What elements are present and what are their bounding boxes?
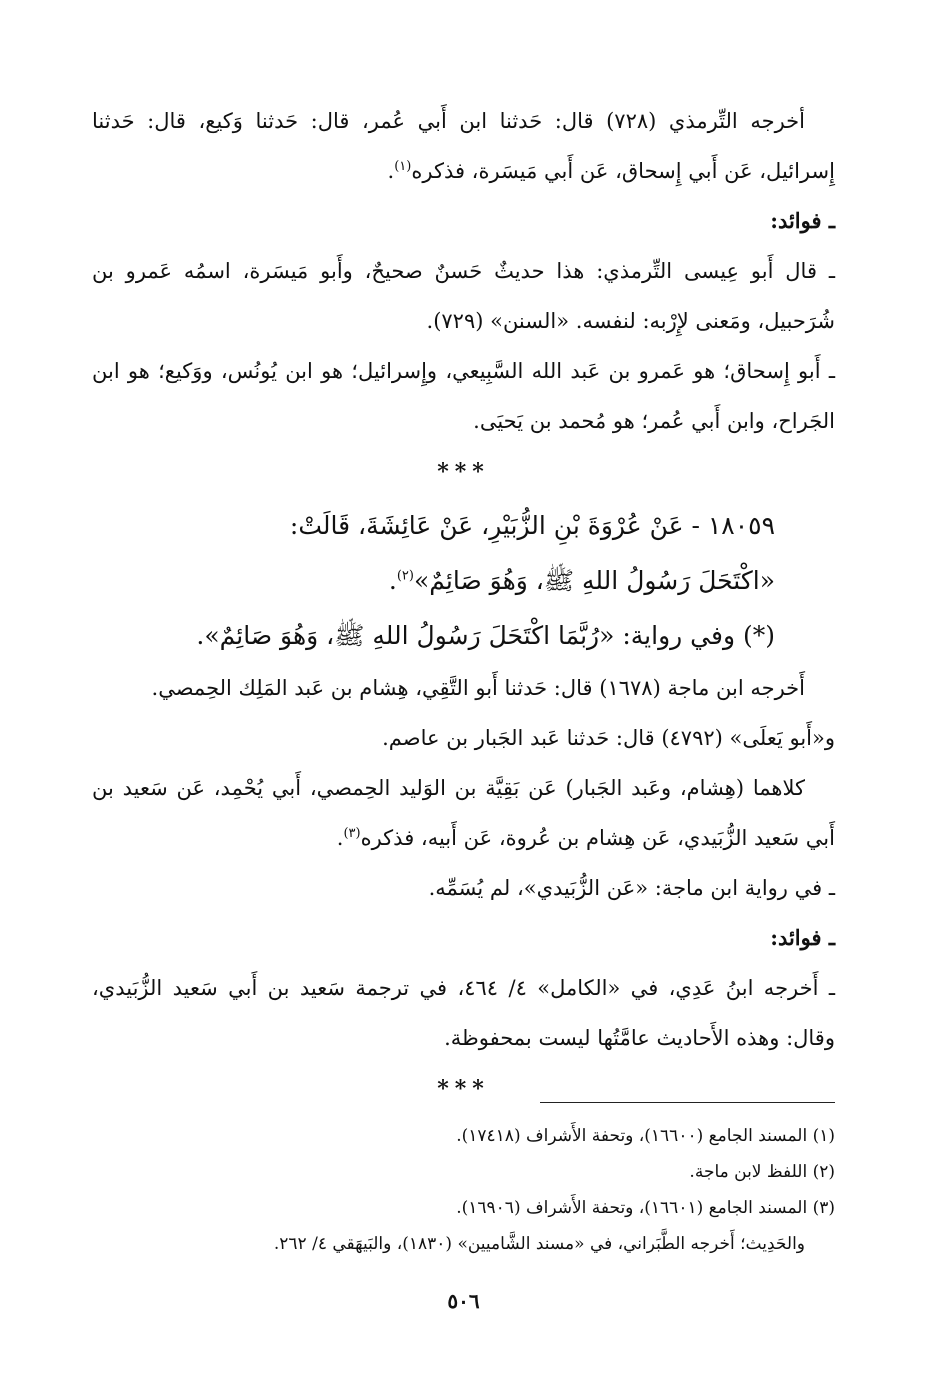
fawaid-heading-1: ـ فوائد: [770, 208, 835, 233]
takhrij-text-1: أخرجه التِّرمذي (٧٢٨) قال: حَدثنا ابن أَبي عُمر، قال: حَدثنا وَكيع، قال: حَدثنا إِسرائيل، عَن أَبي إِسحاق، عَن أَبي مَيسَرة، فذكره [92, 109, 835, 183]
takhrij-paragraph-4 [92, 763, 835, 863]
footnote-3-continuation: والحَدِيث؛ أَخرجه الطَّبَراني، في «مسند الشَّاميين» (١٨٣٠)، والبَيهَقي ٤/ ٢٦٢. [273, 1234, 805, 1254]
footnote-1: (١) المسند الجامع (١٦٦٠٠)، وتحفة الأَشراف (١٧٤١٨). [456, 1126, 835, 1146]
hadith-end: . [388, 566, 397, 595]
fawaid-heading-2: ـ فوائد: [770, 925, 835, 950]
fawaid-paragraph-1: ـ قال أَبو عِيسى التِّرمذي: هذا حديثٌ حَسنٌ صحيحٌ، وأَبو مَيسَرة، اسمُه عَمرو بن شُرَحبيل، ومَعنى لإِرْبه: لنفسه. «السنن» (٧٢٩). [92, 259, 835, 333]
page-number: ٥٠٦ [447, 1289, 480, 1313]
takhrij-paragraph-1 [92, 96, 835, 196]
page-body [92, 96, 835, 1342]
takhrij-text-4: كلاهما (هِشام، وعَبد الجَبار) عَن بَقِيَّة بن الوَليد الحِمصي، أَبي يُحْمِد، عَن سَعيد بن أَبي سَعيد الزُّبَيدي، عَن هِشام بن عُروة، عَن أَبيه، فذكره [92, 776, 835, 850]
footnote-ref-2[interactable]: (٢) [396, 568, 414, 584]
takhrij-paragraph-2: أَخرجه ابن ماجة (١٦٧٨) قال: حَدثنا أَبو التَّقِي، هِشام بن عَبد المَلِك الحِمصي. [151, 676, 805, 700]
takhrij-end-1: . [387, 159, 395, 183]
hadith-riwaya: (*) وفي رواية: «رُبَّمَا اكْتَحَلَ رَسُولُ اللهِ ﷺ، وَهُوَ صَائِمٌ». [196, 621, 775, 650]
hadith-text [92, 553, 835, 608]
hadith-number-line: ١٨٠٥٩ - عَنْ عُرْوَةَ بْنِ الزُّبَيْرِ، عَنْ عَائِشَةَ، قَالَتْ: [289, 511, 775, 540]
fawaid-paragraph-3: ـ أَخرجه ابنُ عَدِي، في «الكامل» ٤/ ٤٦٤، في ترجمة سَعيد بن أَبي سَعيد الزُّبَيدي، وقال: وهذه الأَحاديث عامَّتُها ليست بمحفوظة. [92, 976, 835, 1050]
section-divider-2: *** [437, 1076, 490, 1102]
footnote-2: (٢) اللفظ لابن ماجة. [689, 1162, 835, 1182]
section-divider-1: *** [437, 459, 490, 485]
takhrij-paragraph-3: و«أَبو يَعلَى» (٤٧٩٢) قال: حَدثنا عَبد الجَبار بن عاصم. [382, 726, 835, 750]
footnotes [92, 1118, 835, 1262]
footnote-3: (٣) المسند الجامع (١٦٦٠١)، وتحفة الأَشراف (١٦٩٠٦). [456, 1198, 835, 1218]
hadith-matn: «اكْتَحَلَ رَسُولُ اللهِ ﷺ، وَهُوَ صَائِمٌ» [413, 566, 775, 595]
footnote-ref-3[interactable]: (٣) [343, 826, 361, 841]
takhrij-end-4: . [336, 826, 344, 850]
riwaya-note: ـ في رواية ابن ماجة: «عَن الزُّبَيدي»، لم يُسَمِّه. [428, 876, 835, 900]
fawaid-paragraph-2: ـ أَبو إِسحاق؛ هو عَمرو بن عَبد الله السَّبِيعي، وإِسرائيل؛ هو ابن يُونُس، ووَكيع؛ هو ابن الجَراح، وابن أَبي عُمر؛ هو مُحمد بن يَحيَى. [92, 359, 835, 433]
footnote-ref-1[interactable]: (١) [394, 159, 412, 174]
footnote-separator [540, 1102, 835, 1103]
